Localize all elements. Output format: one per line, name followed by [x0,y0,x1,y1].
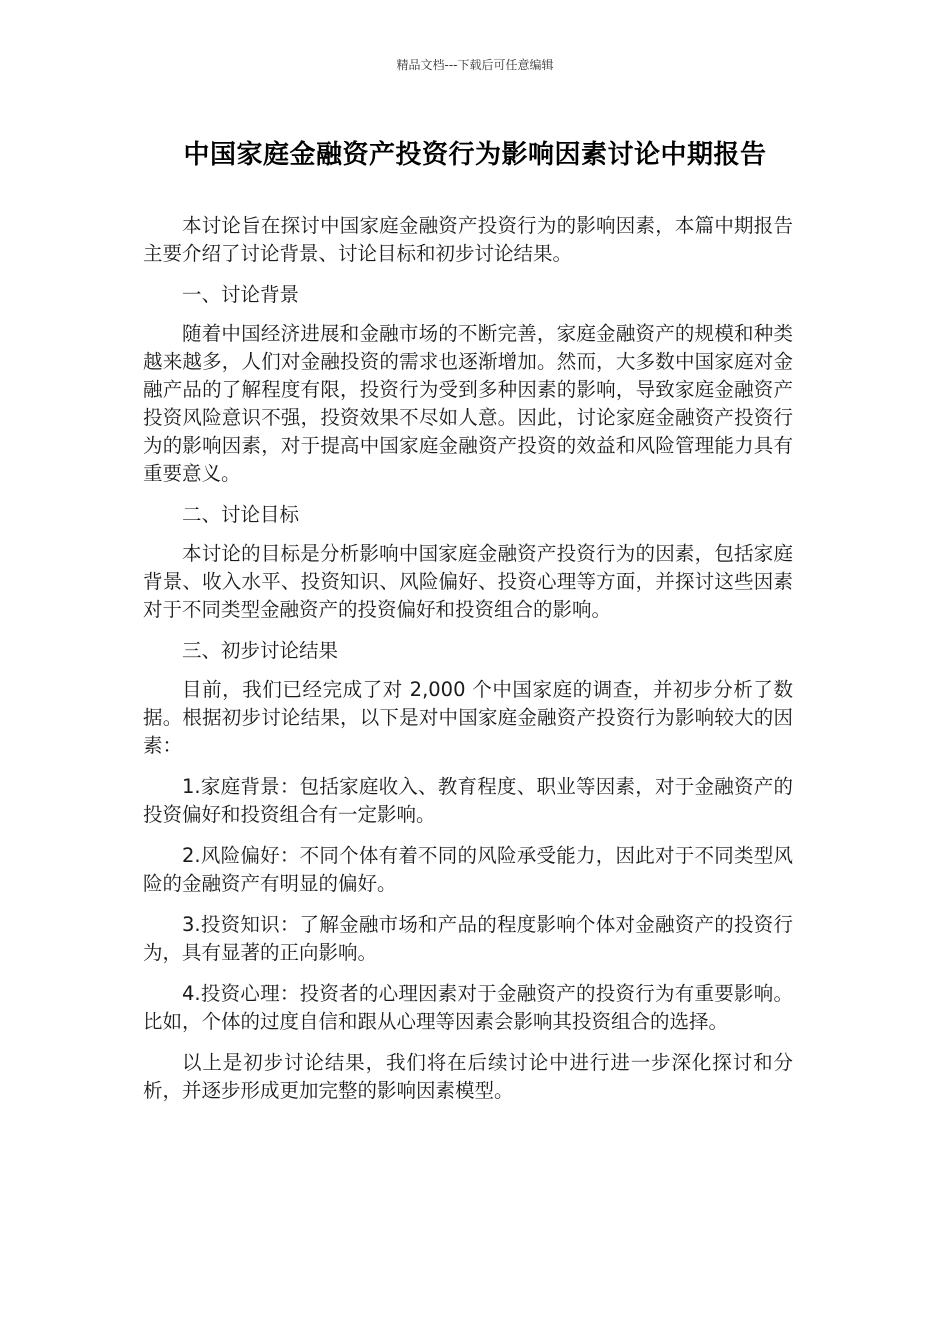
factor-item-family-background: 1.家庭背景：包括家庭收入、教育程度、职业等因素，对于金融资产的投资偏好和投资组合有一定影响。 [143,775,793,826]
section-heading-background: 一、讨论背景 [182,283,300,306]
document-title: 中国家庭金融资产投资行为影响因素讨论中期报告 [183,140,767,170]
factor-item-risk-preference: 2.风险偏好：不同个体有着不同的风险承受能力，因此对于不同类型风险的金融资产有明显的偏好。 [143,844,793,895]
section-heading-results: 三、初步讨论结果 [182,639,339,662]
section-heading-objective: 二、讨论目标 [182,503,300,526]
results-intro-paragraph: 目前，我们已经完成了对 2,000 个中国家庭的调查，并初步分析了数据。根据初步讨论结果，以下是对中国家庭金融资产投资行为影响较大的因素： [143,678,793,757]
header-note: 精品文档---下载后可任意编辑 [396,58,554,72]
conclusion-paragraph: 以上是初步讨论结果，我们将在后续讨论中进行进一步深化探讨和分析，并逐步形成更加完整的影响因素模型。 [143,1051,793,1102]
intro-paragraph: 本讨论旨在探讨中国家庭金融资产投资行为的影响因素，本篇中期报告主要介绍了讨论背景、讨论目标和初步讨论结果。 [143,214,793,265]
factor-item-investment-knowledge: 3.投资知识：了解金融市场和产品的程度影响个体对金融资产的投资行为，具有显著的正向影响。 [143,913,793,964]
objective-paragraph: 本讨论的目标是分析影响中国家庭金融资产投资行为的因素，包括家庭背景、收入水平、投资知识、风险偏好、投资心理等方面，并探讨这些因素对于不同类型金融资产的投资偏好和投资组合的影响。 [143,542,793,621]
document-body [143,212,793,1118]
background-paragraph: 随着中国经济进展和金融市场的不断完善，家庭金融资产的规模和种类越来越多，人们对金融投资的需求也逐渐增加。然而，大多数中国家庭对金融产品的了解程度有限，投资行为受到多种因素的影响，导致家庭金融资产投资风险意识不强，投资效果不尽如人意。因此，讨论家庭金融资产投资行为的影响因素，对于提高中国家庭金融资产投资的效益和风险管理能力具有重要意义。 [143,322,793,485]
factor-item-investment-psychology: 4.投资心理：投资者的心理因素对于金融资产的投资行为有重要影响。比如，个体的过度自信和跟从心理等因素会影响其投资组合的选择。 [143,982,793,1033]
